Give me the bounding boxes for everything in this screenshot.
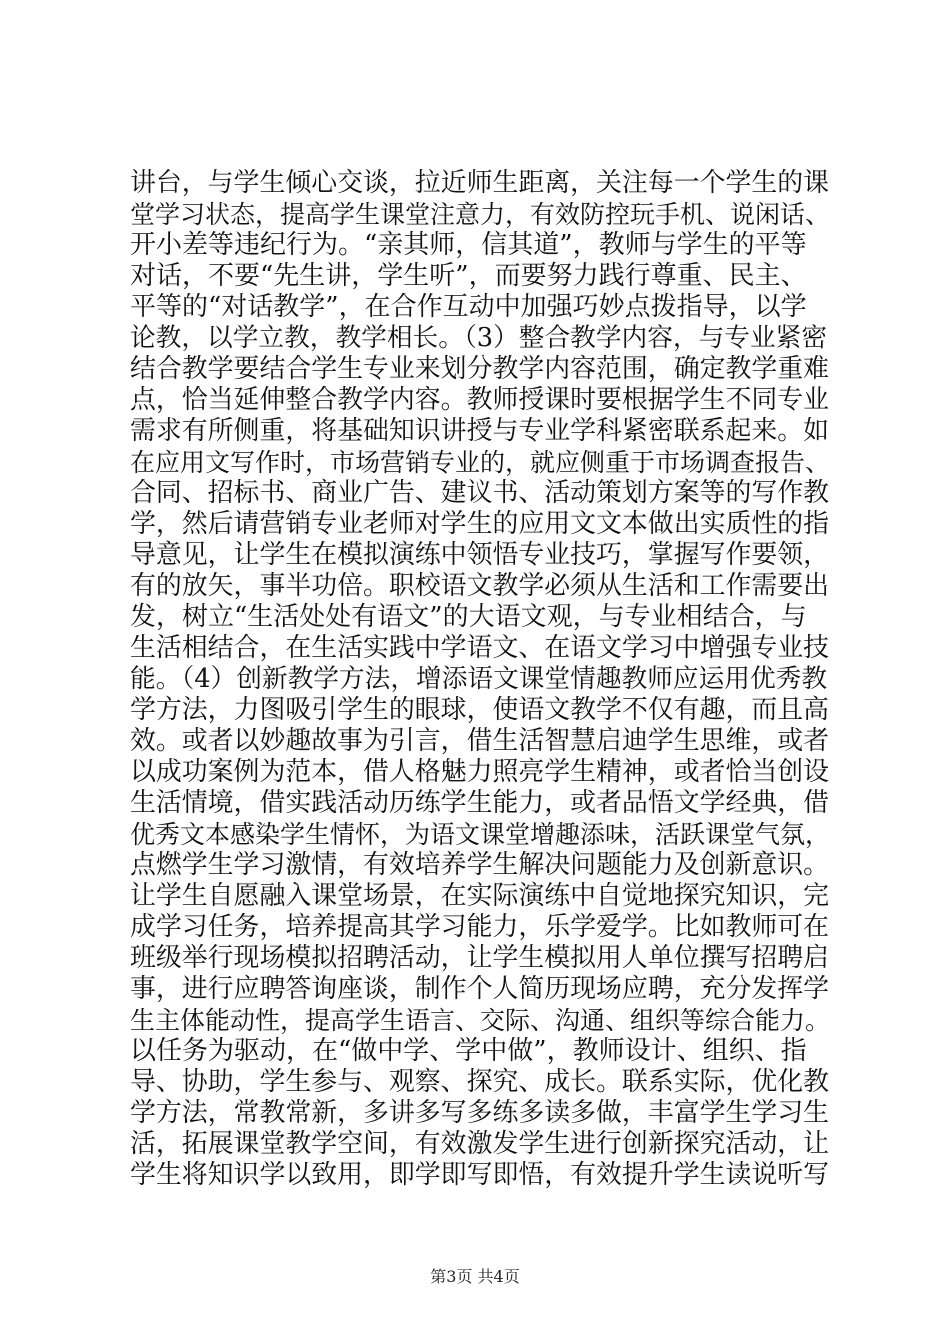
page-footer: 第3页 共4页	[430, 1267, 520, 1286]
text-line: 活，拓展课堂教学空间，有效激发学生进行创新探究活动，让	[130, 1129, 830, 1159]
text-line: 开小差等违纪行为。“亲其师，信其道”，教师与学生的平等	[130, 230, 807, 260]
text-line: 讲台，与学生倾心交谈，拉近师生距离，关注每一个学生的课	[130, 168, 830, 198]
text-line: 学，然后请营销专业老师对学生的应用文文本做出实质性的指	[130, 509, 830, 539]
text-line: 堂学习状态，提高学生课堂注意力，有效防控玩手机、说闲话、	[130, 200, 830, 229]
text-line: 能。（4）创新教学方法，增添语文课堂情趣教师应运用优秀教	[130, 664, 828, 694]
text-line: 学方法，常教常新，多讲多写多练多读多做，丰富学生学习生	[130, 1098, 830, 1128]
text-line: 以任务为驱动，在“做中学、学中做”，教师设计、组织、指	[130, 1036, 807, 1066]
text-line: 点，恰当延伸整合教学内容。教师授课时要根据学生不同专业	[130, 385, 830, 415]
text-line: 效。或者以妙趣故事为引言，借生活智慧启迪学生思维，或者	[130, 726, 830, 756]
text-line: 发，树立“生活处处有语文”的大语文观，与专业相结合，与	[130, 602, 807, 632]
text-line: 论教，以学立教，教学相长。（3）整合教学内容，与专业紧密	[130, 323, 828, 353]
body-text	[130, 168, 830, 1191]
text-line: 生主体能动性，提高学生语言、交际、沟通、组织等综合能力。	[130, 1006, 830, 1035]
text-line: 合同、招标书、商业广告、建议书、活动策划方案等的写作教	[130, 478, 830, 508]
text-line: 生活情境，借实践活动历练学生能力，或者品悟文学经典，借	[130, 788, 830, 818]
text-line: 结合教学要结合学生专业来划分教学内容范围，确定教学重难	[130, 354, 830, 384]
text-line: 有的放矢，事半功倍。职校语文教学必须从生活和工作需要出	[130, 571, 830, 601]
text-line: 班级举行现场模拟招聘活动，让学生模拟用人单位撰写招聘启	[130, 943, 830, 973]
text-line: 以成功案例为范本，借人格魅力照亮学生精神，或者恰当创设	[130, 757, 830, 787]
text-line: 学方法，力图吸引学生的眼球，使语文教学不仅有趣，而且高	[130, 695, 830, 725]
text-line: 学生将知识学以致用，即学即写即悟，有效提升学生读说听写	[130, 1160, 830, 1190]
text-line: 平等的“对话教学”，在合作互动中加强巧妙点拨指导，以学	[130, 292, 807, 322]
text-line: 事，进行应聘答询座谈，制作个人简历现场应聘，充分发挥学	[130, 974, 830, 1004]
text-line: 优秀文本感染学生情怀，为语文课堂增趣添味，活跃课堂气氛，	[130, 820, 830, 849]
text-line: 导意见，让学生在模拟演练中领悟专业技巧，掌握写作要领，	[130, 540, 830, 570]
text-line: 让学生自愿融入课堂场景，在实际演练中自觉地探究知识，完	[130, 881, 830, 911]
text-line: 对话，不要“先生讲，学生听”，而要努力践行尊重、民主、	[130, 261, 807, 291]
text-line: 生活相结合，在生活实践中学语文、在语文学习中增强专业技	[130, 633, 830, 663]
text-line: 导、协助，学生参与、观察、探究、成长。联系实际，优化教	[130, 1067, 830, 1097]
text-line: 点燃学生学习激情，有效培养学生解决问题能力及创新意识。	[130, 850, 830, 880]
text-line: 需求有所侧重，将基础知识讲授与专业学科紧密联系起来。如	[130, 416, 830, 446]
text-line: 成学习任务，培养提高其学习能力，乐学爱学。比如教师可在	[130, 912, 830, 942]
text-line: 在应用文写作时，市场营销专业的，就应侧重于市场调查报告、	[130, 448, 830, 477]
